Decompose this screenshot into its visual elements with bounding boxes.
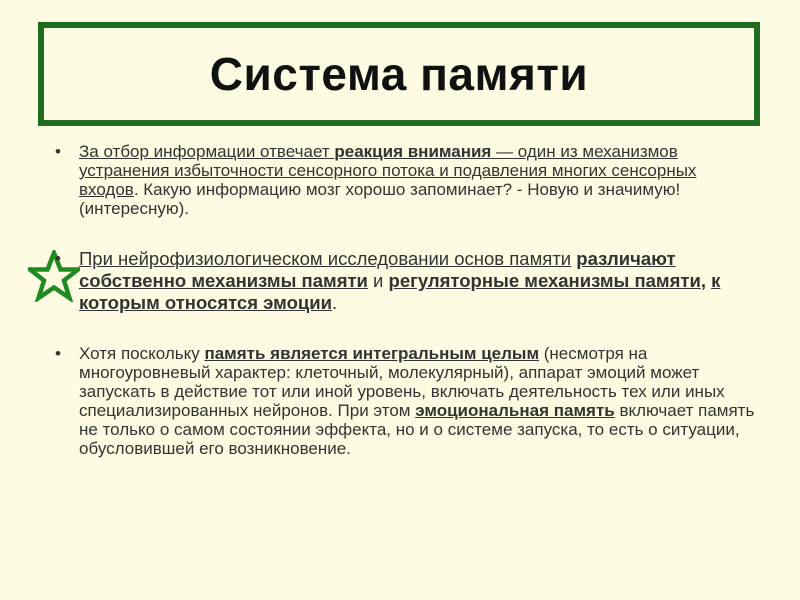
bullet2-period: . — [331, 292, 338, 313]
bullet2-link-emotions[interactable]: к которым относятся эмоции — [79, 270, 721, 313]
title-frame — [38, 22, 760, 126]
bullet3-intro: Хотя поскольку — [79, 344, 205, 363]
bullet2-comma: , — [700, 270, 712, 291]
bullet2-link-research[interactable]: При нейрофизиологическом исследовании основ памяти — [79, 248, 572, 269]
bullet1-link-attention[interactable]: реакция внимания — [334, 142, 492, 161]
bullet3-link-emotional-memory[interactable]: эмоциональная память — [415, 401, 615, 420]
bullet3-body: (несмотря на многоуровневый характер: клеточный, молекулярный), аппарат эмоций может запускать в действие тот или иной уровень, включать деятельность тех или иных специализированных нейронов. При этом — [79, 344, 725, 420]
bullet2-link-regulatory[interactable]: регуляторные механизмы памяти — [388, 270, 701, 291]
bullet1-link-mechanism[interactable]: — один из механизмов устранения избыточности сенсорного потока и подавления многих сенсорных входов — [79, 142, 697, 199]
bullet-attention — [55, 142, 755, 218]
bullet2-link-memory-mechanisms[interactable]: различают собственно механизмы памяти — [79, 248, 676, 291]
bullet1-text[interactable]: За отбор информации отвечает — [79, 142, 335, 161]
bullet-list — [55, 142, 755, 458]
bullet1-tail: . Какую информацию мозг хорошо запоминает? - Новую и значимую! (интересную). — [79, 180, 681, 218]
bullet-emotional-memory — [55, 344, 755, 458]
bullet3-tail: включает память не только о самом состоянии эффекта, но и о системе запуска, то есть о ситуации, обусловившей его возникновение. — [79, 401, 755, 458]
bullet2-and: и — [367, 270, 389, 291]
bullet3-link-integral[interactable]: память является интегральным целым — [204, 344, 540, 363]
bullet-mechanisms — [55, 248, 755, 314]
slide-title: Система памяти — [209, 48, 589, 100]
